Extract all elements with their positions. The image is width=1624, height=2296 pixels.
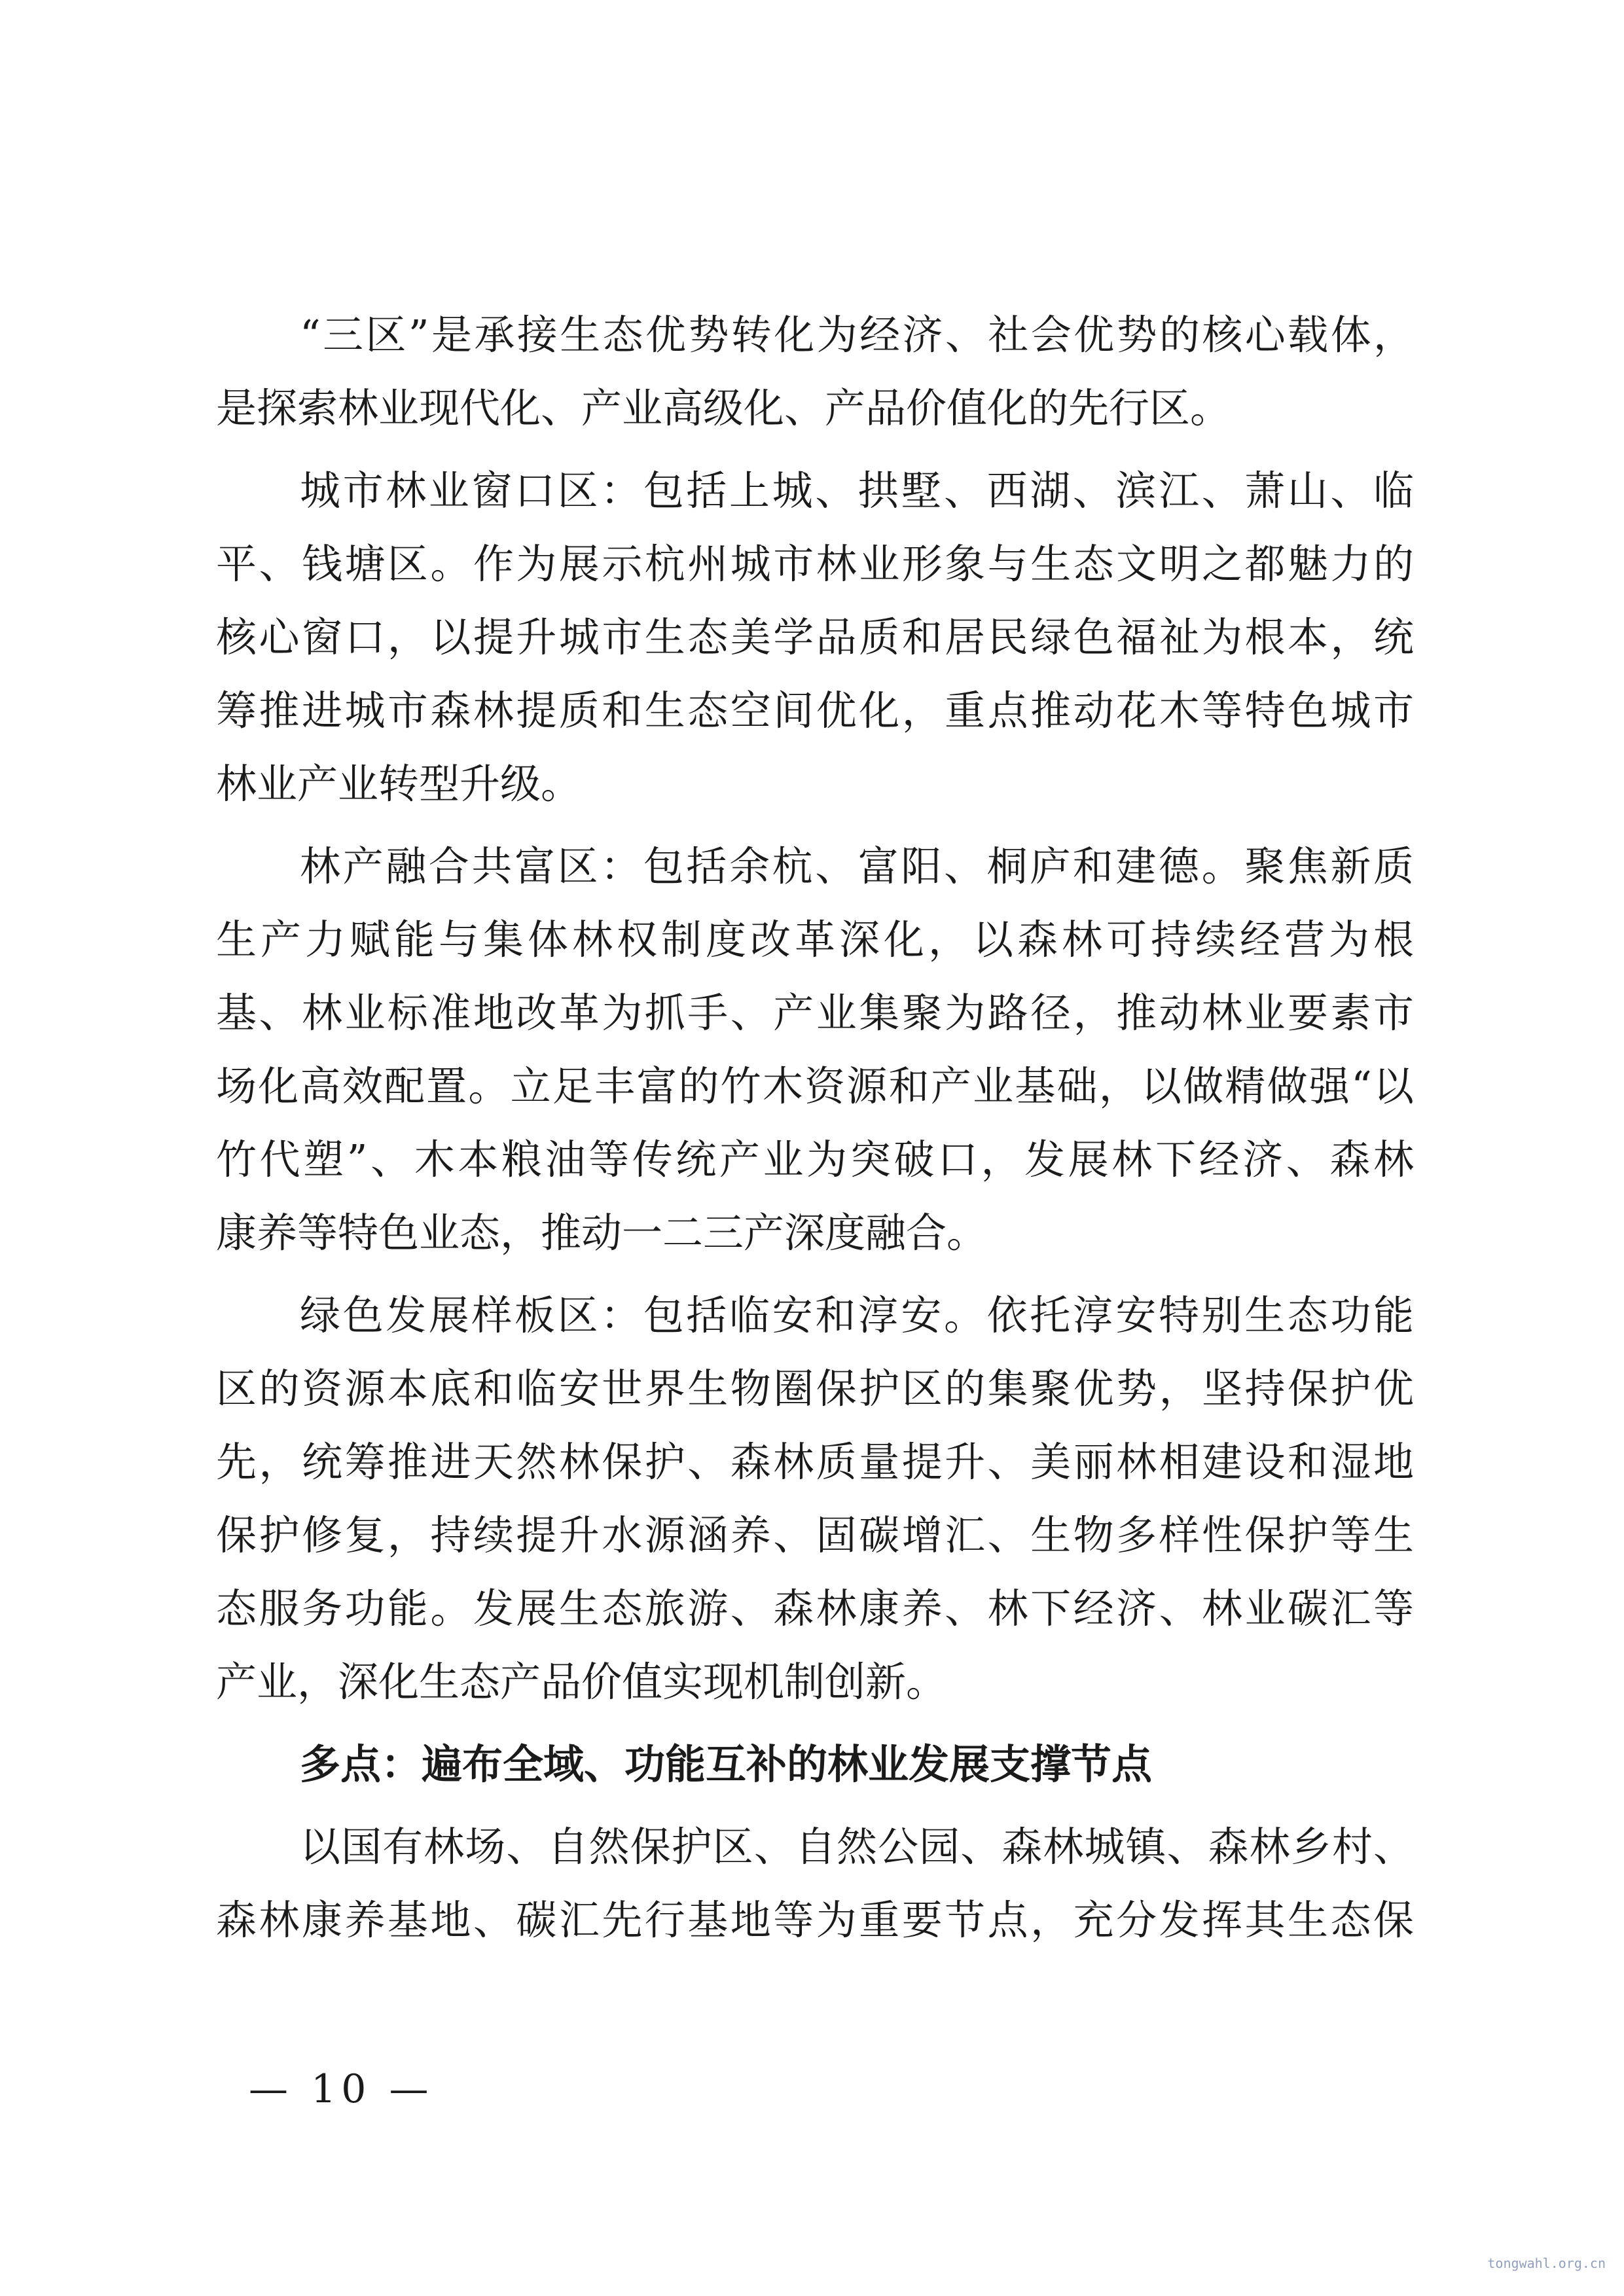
paragraph-line: 以国有林场、自然保护区、自然公园、森林城镇、森林乡村、 [300, 1823, 1414, 1871]
paragraph-line: 筹推进城市森林提质和生态空间优化，重点推动花木等特色城市 [216, 687, 1414, 734]
paragraph-line: 区的资源本底和临安世界生物圈保护区的集聚优势，坚持保护优 [216, 1365, 1414, 1412]
paragraph-line: 核心窗口，以提升城市生态美学品质和居民绿色福祉为根本，统 [216, 613, 1414, 661]
paragraph-line: 绿色发展样板区：包括临安和淳安。依托淳安特别生态功能 [300, 1291, 1414, 1339]
page-number: — 10 — [249, 2066, 434, 2112]
watermark: tongwahl.org.cn [1487, 2255, 1606, 2271]
section-heading: 多点：遍布全域、功能互补的林业发展支撑节点 [300, 1740, 1153, 1788]
paragraph-line: 先，统筹推进天然林保护、森林质量提升、美丽林相建设和湿地 [216, 1438, 1414, 1486]
paragraph-line: 城市林业窗口区：包括上城、拱墅、西湖、滨江、萧山、临 [300, 467, 1414, 514]
paragraph-line: “三区”是承接生态优势转化为经济、社会优势的核心载体， [300, 311, 1414, 359]
paragraph-line: 产业，深化生态产品价值实现机制创新。 [216, 1658, 947, 1706]
paragraph-line: 森林康养基地、碳汇先行基地等为重要节点，充分发挥其生态保 [216, 1896, 1414, 1944]
paragraph-line: 是探索林业现代化、产业高级化、产品价值化的先行区。 [216, 384, 1231, 432]
paragraph-line: 康养等特色业态，推动一二三产深度融合。 [216, 1209, 988, 1257]
paragraph-line: 保护修复，持续提升水源涵养、固碳增汇、生物多样性保护等生 [216, 1511, 1414, 1559]
paragraph-line: 生产力赋能与集体林权制度改革深化，以森林可持续经营为根 [216, 916, 1414, 963]
paragraph-line: 态服务功能。发展生态旅游、森林康养、林下经济、林业碳汇等 [216, 1585, 1414, 1632]
paragraph-line: 平、钱塘区。作为展示杭州城市林业形象与生态文明之都魅力的 [216, 540, 1414, 588]
paragraph-line: 场化高效配置。立足丰富的竹木资源和产业基础，以做精做强“以 [216, 1062, 1414, 1110]
paragraph-line: 竹代塑”、木本粮油等传统产业为突破口，发展林下经济、森林 [216, 1136, 1414, 1183]
paragraph-line: 林产融合共富区：包括余杭、富阳、桐庐和建德。聚焦新质 [300, 842, 1414, 890]
paragraph-line: 基、林业标准地改革为抓手、产业集聚为路径，推动林业要素市 [216, 989, 1414, 1037]
paragraph-line: 林业产业转型升级。 [216, 760, 582, 808]
